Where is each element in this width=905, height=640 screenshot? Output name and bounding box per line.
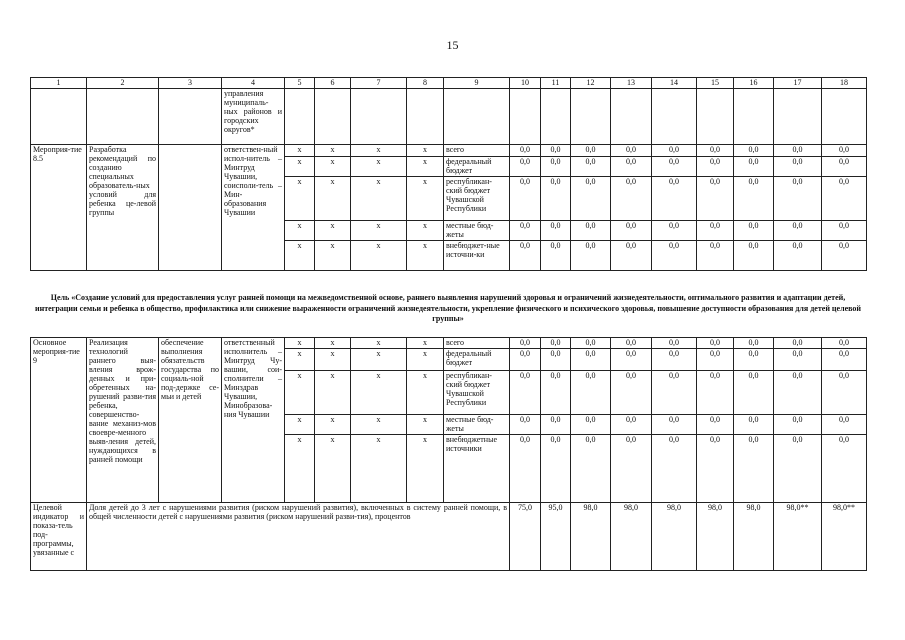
value-cell: 0,0 <box>697 338 734 349</box>
mark-cell: x <box>285 177 315 221</box>
value-cell: 0,0 <box>510 241 541 271</box>
value-cell: 0,0 <box>734 349 774 371</box>
value-cell: 0,0 <box>734 221 774 241</box>
value-cell: 0,0 <box>611 338 652 349</box>
value-cell: 0,0 <box>652 145 697 157</box>
measure-9-row <box>31 338 867 349</box>
value-cell: 0,0 <box>541 177 571 221</box>
value-cell: 0,0 <box>652 177 697 221</box>
mark-cell: x <box>315 371 351 415</box>
value-cell: 0,0 <box>822 157 867 177</box>
value-cell: 0,0 <box>541 157 571 177</box>
mark-cell: x <box>315 415 351 435</box>
value-cell: 0,0 <box>571 177 611 221</box>
mark-cell: x <box>407 241 444 271</box>
value-cell: 0,0 <box>571 221 611 241</box>
indicator-value: 98,0 <box>734 503 774 571</box>
measure-8-5-name: Мероприя-тие 8.5 <box>31 145 87 271</box>
funding-source: всего <box>444 145 510 157</box>
value-cell: 0,0 <box>510 371 541 415</box>
column-header-11: 11 <box>541 78 571 89</box>
mark-cell: x <box>351 157 407 177</box>
mark-cell: x <box>351 435 407 503</box>
value-cell: 0,0 <box>774 221 822 241</box>
measure-9-goal-cell: обеспечение выполнения обязательств государства по социаль-ной под-держке се-мьи и детей <box>159 338 222 503</box>
program-table-upper <box>30 77 867 271</box>
value-cell: 0,0 <box>774 145 822 157</box>
value-cell: 0,0 <box>697 349 734 371</box>
value-cell: 0,0 <box>822 415 867 435</box>
mark-cell: x <box>285 371 315 415</box>
value-cell: 0,0 <box>734 371 774 415</box>
mark-cell: x <box>315 241 351 271</box>
page-number: 15 <box>446 38 459 52</box>
mark-cell: x <box>285 157 315 177</box>
value-cell: 0,0 <box>734 435 774 503</box>
value-cell: 0,0 <box>697 177 734 221</box>
column-header-7: 7 <box>351 78 407 89</box>
value-cell: 0,0 <box>774 177 822 221</box>
column-header-1: 1 <box>31 78 87 89</box>
column-header-2: 2 <box>87 78 159 89</box>
funding-source: республикан-ский бюджет Чувашской Республики <box>444 371 510 415</box>
mark-cell: x <box>315 338 351 349</box>
mark-cell: x <box>351 338 407 349</box>
value-cell: 0,0 <box>510 415 541 435</box>
measure-8-5-goal-cell <box>159 145 222 271</box>
mark-cell: x <box>351 241 407 271</box>
value-cell: 0,0 <box>652 241 697 271</box>
funding-source: внебюджетные источники <box>444 435 510 503</box>
funding-source: внебюджет-ные источни-ки <box>444 241 510 271</box>
value-cell: 0,0 <box>652 415 697 435</box>
value-cell: 0,0 <box>541 349 571 371</box>
value-cell: 0,0 <box>652 349 697 371</box>
measure-9-name: Основное мероприя-тие 9 <box>31 338 87 503</box>
value-cell: 0,0 <box>652 338 697 349</box>
value-cell: 0,0 <box>571 145 611 157</box>
value-cell: 0,0 <box>697 145 734 157</box>
mark-cell: x <box>285 338 315 349</box>
value-cell: 0,0 <box>652 435 697 503</box>
continuation-executor: управления муниципаль-ных районов и городских округов* <box>222 89 285 145</box>
value-cell: 0,0 <box>510 157 541 177</box>
value-cell: 0,0 <box>652 221 697 241</box>
value-cell: 0,0 <box>541 338 571 349</box>
value-cell: 0,0 <box>510 435 541 503</box>
value-cell: 0,0 <box>697 435 734 503</box>
value-cell: 0,0 <box>774 349 822 371</box>
value-cell: 0,0 <box>822 338 867 349</box>
mark-cell: x <box>285 241 315 271</box>
mark-cell: x <box>407 349 444 371</box>
mark-cell: x <box>407 177 444 221</box>
mark-cell: x <box>351 349 407 371</box>
indicator-value: 98,0 <box>611 503 652 571</box>
value-cell: 0,0 <box>541 415 571 435</box>
value-cell: 0,0 <box>611 371 652 415</box>
funding-source: местные бюд-жеты <box>444 415 510 435</box>
column-header-9: 9 <box>444 78 510 89</box>
mark-cell: x <box>351 415 407 435</box>
value-cell: 0,0 <box>734 415 774 435</box>
value-cell: 0,0 <box>697 415 734 435</box>
value-cell: 0,0 <box>611 221 652 241</box>
value-cell: 0,0 <box>697 221 734 241</box>
mark-cell: x <box>351 177 407 221</box>
mark-cell: x <box>315 145 351 157</box>
mark-cell: x <box>285 415 315 435</box>
value-cell: 0,0 <box>510 145 541 157</box>
value-cell: 0,0 <box>734 145 774 157</box>
funding-source: республикан-ский бюджет Чувашской Республики <box>444 177 510 221</box>
value-cell: 0,0 <box>611 157 652 177</box>
value-cell: 0,0 <box>541 371 571 415</box>
value-cell: 0,0 <box>571 338 611 349</box>
indicator-value: 98,0 <box>571 503 611 571</box>
value-cell: 0,0 <box>822 371 867 415</box>
value-cell: 0,0 <box>510 349 541 371</box>
value-cell: 0,0 <box>822 221 867 241</box>
value-cell: 0,0 <box>734 241 774 271</box>
value-cell: 0,0 <box>734 177 774 221</box>
column-header-17: 17 <box>774 78 822 89</box>
program-table-lower <box>30 337 867 571</box>
funding-source: местные бюд-жеты <box>444 221 510 241</box>
measure-8-5-title: Разработка рекомендаций по созданию специальных образователь-ных условий для ребенка це-левой группы <box>87 145 159 271</box>
value-cell: 0,0 <box>652 157 697 177</box>
value-cell: 0,0 <box>571 241 611 271</box>
mark-cell: x <box>407 145 444 157</box>
indicator-text: Доля детей до 3 лет с нарушениями развития (риском нарушений развития), включенных в систему ранней помощи, в общей численности детей с нарушениями развития (риском нарушений разви-тия), процентов <box>87 503 510 571</box>
column-header-16: 16 <box>734 78 774 89</box>
mark-cell: x <box>315 349 351 371</box>
mark-cell: x <box>285 349 315 371</box>
column-header-5: 5 <box>285 78 315 89</box>
funding-source: федеральный бюджет <box>444 349 510 371</box>
indicator-value: 75,0 <box>510 503 541 571</box>
value-cell: 0,0 <box>571 349 611 371</box>
value-cell: 0,0 <box>611 415 652 435</box>
column-header-6: 6 <box>315 78 351 89</box>
value-cell: 0,0 <box>774 435 822 503</box>
column-header-15: 15 <box>697 78 734 89</box>
indicator-label: Целевой индикатор и показа-тель под-программы, увязанные с <box>31 503 87 571</box>
value-cell: 0,0 <box>611 241 652 271</box>
column-header-13: 13 <box>611 78 652 89</box>
value-cell: 0,0 <box>774 157 822 177</box>
value-cell: 0,0 <box>697 157 734 177</box>
mark-cell: x <box>407 415 444 435</box>
column-header-3: 3 <box>159 78 222 89</box>
indicator-row <box>31 503 867 571</box>
value-cell: 0,0 <box>541 221 571 241</box>
funding-source: федеральный бюджет <box>444 157 510 177</box>
measure-9-executor: ответственный исполнитель – Минтруд Чу-вашии, сои-сполнители – Минздрав Чувашии, Минобразова-ния Чувашии <box>222 338 285 503</box>
value-cell: 0,0 <box>774 241 822 271</box>
value-cell: 0,0 <box>541 241 571 271</box>
mark-cell: x <box>315 221 351 241</box>
value-cell: 0,0 <box>734 157 774 177</box>
indicator-value: 95,0 <box>541 503 571 571</box>
value-cell: 0,0 <box>697 371 734 415</box>
value-cell: 0,0 <box>774 415 822 435</box>
mark-cell: x <box>407 157 444 177</box>
mark-cell: x <box>407 338 444 349</box>
column-header-10: 10 <box>510 78 541 89</box>
mark-cell: x <box>351 145 407 157</box>
indicator-value: 98,0 <box>697 503 734 571</box>
value-cell: 0,0 <box>774 338 822 349</box>
value-cell: 0,0 <box>541 435 571 503</box>
funding-source: всего <box>444 338 510 349</box>
mark-cell: x <box>315 157 351 177</box>
indicator-value: 98,0** <box>822 503 867 571</box>
indicator-value: 98,0** <box>774 503 822 571</box>
value-cell: 0,0 <box>571 157 611 177</box>
continuation-row <box>31 89 867 145</box>
value-cell: 0,0 <box>774 371 822 415</box>
mark-cell: x <box>407 435 444 503</box>
value-cell: 0,0 <box>822 177 867 221</box>
value-cell: 0,0 <box>571 415 611 435</box>
value-cell: 0,0 <box>541 145 571 157</box>
value-cell: 0,0 <box>822 349 867 371</box>
mark-cell: x <box>351 221 407 241</box>
mark-cell: x <box>315 435 351 503</box>
value-cell: 0,0 <box>734 338 774 349</box>
measure-9-title: Реализация технологий раннего выя-вления врож-денных и при-обретенных на-рушений разви-тия ребенка, совершенство-вание механиз-мов своевре-менного выяв-ления детей, нуждающихся в ранней помощи <box>87 338 159 503</box>
value-cell: 0,0 <box>652 371 697 415</box>
mark-cell: x <box>407 221 444 241</box>
mark-cell: x <box>407 371 444 415</box>
value-cell: 0,0 <box>611 349 652 371</box>
value-cell: 0,0 <box>697 241 734 271</box>
indicator-value: 98,0 <box>652 503 697 571</box>
column-header-12: 12 <box>571 78 611 89</box>
value-cell: 0,0 <box>822 241 867 271</box>
column-number-row <box>31 78 867 89</box>
mark-cell: x <box>285 145 315 157</box>
value-cell: 0,0 <box>822 145 867 157</box>
column-header-14: 14 <box>652 78 697 89</box>
mark-cell: x <box>315 177 351 221</box>
value-cell: 0,0 <box>510 177 541 221</box>
value-cell: 0,0 <box>571 435 611 503</box>
mark-cell: x <box>285 435 315 503</box>
measure-8-5-executor: ответствен-ный испол-нитель – Минтруд Чувашии, соисполи-тель – Мин-образования Чувашии <box>222 145 285 271</box>
value-cell: 0,0 <box>571 371 611 415</box>
value-cell: 0,0 <box>611 177 652 221</box>
value-cell: 0,0 <box>611 435 652 503</box>
measure-8-5-row <box>31 145 867 157</box>
column-header-4: 4 <box>222 78 285 89</box>
mark-cell: x <box>285 221 315 241</box>
column-header-18: 18 <box>822 78 867 89</box>
goal-heading: Цель «Создание условий для предоставления услуг ранней помощи на межведомственной основе, раннего выявления нарушений здоровья и ограничений жизнедеятельности, оптимального развития и адаптации детей, интеграции семьи и ребенка в общество, профилактика или снижение выраженности ограничений жизнедеятельности, укрепление физического и психического здоровья, повышение доступности образования для детей целевой группы» <box>34 293 862 323</box>
column-header-8: 8 <box>407 78 444 89</box>
value-cell: 0,0 <box>510 338 541 349</box>
mark-cell: x <box>351 371 407 415</box>
value-cell: 0,0 <box>611 145 652 157</box>
value-cell: 0,0 <box>822 435 867 503</box>
value-cell: 0,0 <box>510 221 541 241</box>
